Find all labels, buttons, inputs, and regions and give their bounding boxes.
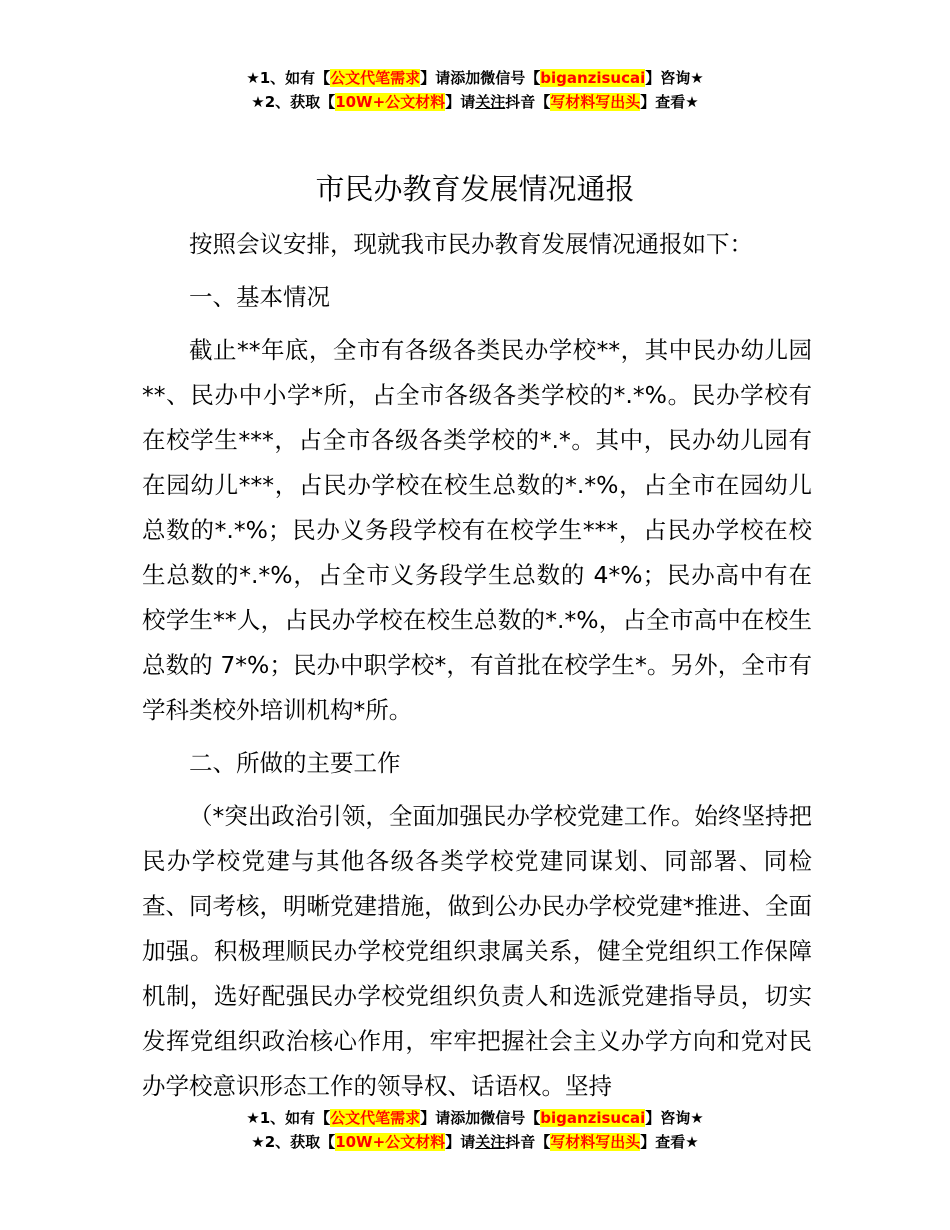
highlight-materials: 10W+公文材料 [335,1133,446,1151]
highlight-materials: 10W+公文材料 [335,93,446,111]
section-heading-work: 二、所做的主要工作 [189,749,401,777]
underlined-follow: 关注 [475,1133,506,1151]
document-title: 市民办教育发展情况通报 [315,172,635,206]
banner-line-2: ★2、获取【10W+公文材料】请关注抖音【写材料写出头】查看★ [251,1133,699,1151]
banner-line-1: ★1、如有【公文代笔需求】请添加微信号【biganzisucai】咨询★ [246,69,704,87]
footer-banner [0,1106,950,1154]
highlight-douyin-account: 写材料写出头 [550,1133,641,1151]
highlight-writing-service: 公文代笔需求 [330,69,421,87]
section-heading-basic: 一、基本情况 [189,283,330,311]
document-body [142,222,812,1109]
highlight-writing-service: 公文代笔需求 [330,1109,421,1127]
banner-line-2: ★2、获取【10W+公文材料】请关注抖音【写材料写出头】查看★ [251,93,699,111]
highlight-douyin-account: 写材料写出头 [550,93,641,111]
header-banner [0,66,950,114]
intro-paragraph: 按照会议安排，现就我市民办教育发展情况通报如下： [189,230,753,258]
highlight-wechat-id: biganzisucai [540,69,646,87]
banner-line-1: ★1、如有【公文代笔需求】请添加微信号【biganzisucai】咨询★ [246,1109,704,1127]
basic-situation-paragraph: 截止**年底，全市有各级各类民办学校**，其中民办幼儿园**、民办中小学*所，占全市各级各类学校的*.*%。民办学校有在校学生***，占全市各级各类学校的*.*。其中，民办幼儿园有在园幼儿***，占民办学校在校生总数的*.*%，占全市在园幼儿总数的*.*%；民办义务段学校有在校学生***，占民办学校在校生总数的*.*%，占全市义务段学生总数的 4*%；民办高中有在校学生**人，占民办学校在校生总数的*.*%，占全市高中在校生总数的 7*%；民办中职学校*，有首批在校学生*。另外，全市有学科类校外培训机构*所。 [142,336,812,724]
highlight-wechat-id: biganzisucai [540,1109,646,1127]
underlined-follow: 关注 [475,93,506,111]
party-building-paragraph: （*突出政治引领，全面加强民办学校党建工作。始终坚持把民办学校党建与其他各级各类学校党建同谋划、同部署、同检查、同考核，明晰党建措施，做到公办民办学校党建*推进、全面加强。积极理顺民办学校党组织隶属关系，健全党组织工作保障机制，选好配强民办学校党组织负责人和选派党建指导员，切实发挥党组织政治核心作用，牢牢把握社会主义办学方向和党对民办学校意识形态工作的领导权、话语权。坚持 [142,802,812,1100]
